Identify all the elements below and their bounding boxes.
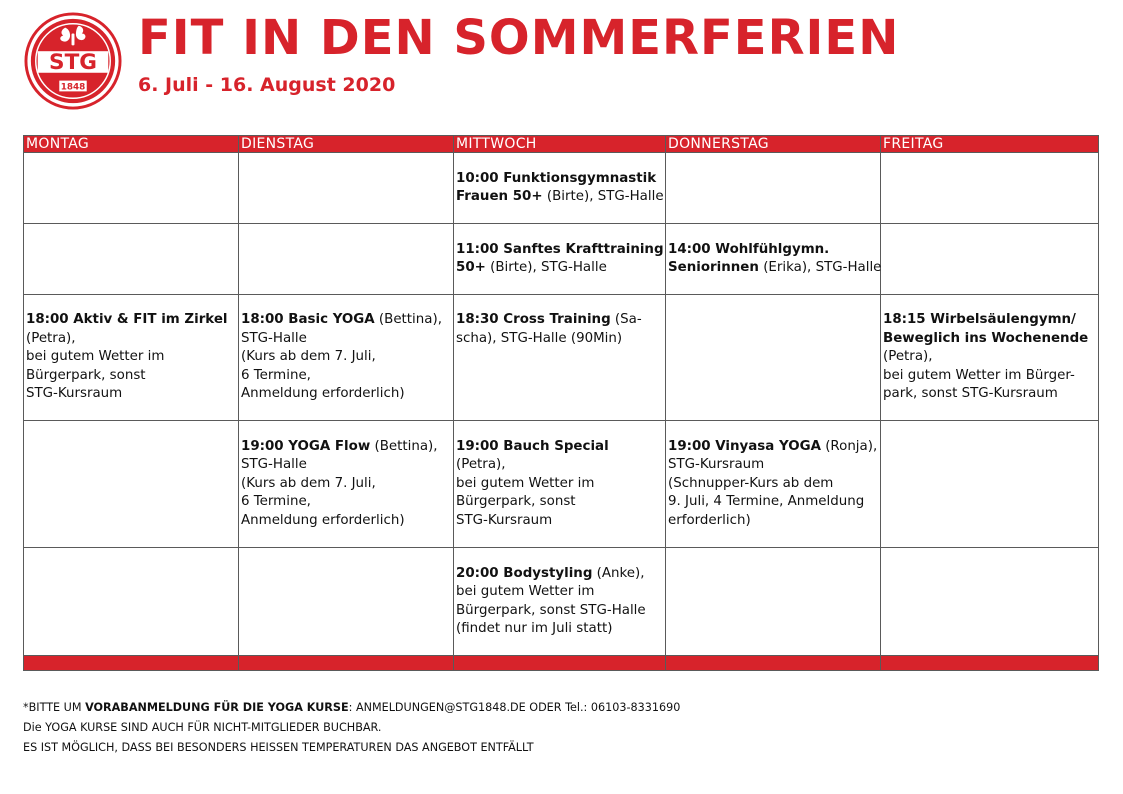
course-title: 11:00 Sanftes Krafttraining [456, 241, 664, 257]
schedule-cell [239, 421, 454, 548]
course-line [241, 330, 451, 349]
course-detail: (Anke), [592, 565, 645, 581]
course-detail: Bürgerpark, sonst [26, 367, 146, 383]
course-detail: 6 Termine, [241, 367, 311, 383]
day-header-wednesday: MITTWOCH [454, 136, 666, 153]
schedule-cell [24, 224, 239, 295]
schedule-row [24, 224, 1099, 295]
course-line [241, 311, 451, 330]
day-header-thursday: DONNERSTAG [666, 136, 881, 153]
course-line [26, 367, 236, 386]
weekday-header-row [24, 136, 1099, 153]
course-entry [241, 438, 451, 531]
day-header-tuesday: DIENSTAG [239, 136, 454, 153]
schedule-row [24, 421, 1099, 548]
schedule-cell [881, 548, 1099, 656]
course-detail: (Ronja), [820, 438, 878, 454]
course-detail: (Petra), [883, 349, 933, 365]
page-title: FIT IN DEN SOMMERFERIEN [138, 10, 900, 66]
course-line [883, 330, 1096, 349]
schedule-cell [881, 295, 1099, 421]
course-line [456, 241, 663, 260]
course-detail: 6 Termine, [241, 494, 311, 510]
schedule-row [24, 295, 1099, 421]
course-detail: STG-Halle [241, 330, 307, 346]
course-entry [456, 565, 663, 639]
course-detail: erforderlich) [668, 512, 751, 528]
course-title: Beweglich ins Wochenende [883, 330, 1089, 346]
schedule-table [23, 135, 1099, 671]
course-title: 18:00 Basic YOGA [241, 312, 375, 328]
course-detail: (Kurs ab dem 7. Juli, [241, 475, 376, 491]
course-title: 10:00 Funktionsgymnastik [456, 170, 657, 186]
course-line [26, 311, 236, 330]
course-title: 20:00 Bodystyling [456, 565, 593, 581]
schedule-cell [239, 548, 454, 656]
course-detail: (Bettina), [374, 312, 442, 328]
logo-year: 1848 [60, 82, 86, 93]
schedule-cell [454, 224, 666, 295]
schedule-cell [881, 224, 1099, 295]
course-entry [456, 311, 663, 348]
course-line [668, 475, 878, 494]
schedule-cell [666, 548, 881, 656]
schedule-cell [666, 224, 881, 295]
course-entry [456, 170, 663, 207]
course-line [456, 512, 663, 531]
course-line [456, 170, 663, 189]
course-line [456, 330, 663, 349]
course-detail: STG-Kursraum [26, 386, 123, 402]
course-line [883, 348, 1096, 367]
schedule-cell [881, 421, 1099, 548]
table-footer-bar [24, 656, 1099, 671]
course-entry [456, 438, 663, 531]
footer-bar-cell [239, 656, 454, 671]
schedule-cell [454, 421, 666, 548]
footnote-contact: : ANMELDUNGEN@STG1848.DE ODER Tel.: 06103-8331690 [348, 701, 681, 714]
course-detail: (findet nur im Juli statt) [456, 621, 613, 636]
course-detail: STG-Halle [241, 457, 307, 473]
course-line [26, 385, 236, 404]
schedule-cell [454, 153, 666, 224]
course-detail: (Birte), STG-Halle [485, 260, 607, 275]
course-line [241, 367, 451, 386]
course-detail: 9. Juli, 4 Termine, Anmeldung [668, 494, 865, 510]
course-title: 18:00 Aktiv & FIT im Zirkel [26, 312, 228, 328]
course-detail: (Bettina), [370, 438, 438, 454]
course-detail: (Kurs ab dem 7. Juli, [241, 349, 376, 365]
course-line [456, 259, 663, 278]
footnote-registration [23, 698, 680, 718]
course-line [456, 602, 663, 621]
course-line [883, 367, 1096, 386]
course-title: 19:00 Vinyasa YOGA [668, 438, 821, 454]
schedule-cell [454, 548, 666, 656]
course-line [241, 493, 451, 512]
course-line [668, 456, 878, 475]
schedule-cell [881, 153, 1099, 224]
course-detail: bei gutem Wetter im Bürger- [883, 367, 1075, 383]
footnote-non-members: Die YOGA KURSE SIND AUCH FÜR NICHT-MITGLIEDER BUCHBAR. [23, 721, 382, 734]
schedule-cell [24, 295, 239, 421]
course-title: 18:15 Wirbelsäulengymn/ [883, 312, 1076, 328]
course-title: 19:00 Bauch Special [456, 438, 609, 454]
footer-bar-cell [24, 656, 239, 671]
course-line [456, 311, 663, 330]
course-entry [456, 241, 663, 278]
schedule-cell [454, 295, 666, 421]
course-line [241, 385, 451, 404]
course-detail: (Erika), STG-Halle [758, 260, 882, 275]
course-detail: (Petra), [456, 457, 506, 473]
schedule-cell [666, 153, 881, 224]
schedule-cell [239, 153, 454, 224]
day-header-monday: MONTAG [24, 136, 239, 153]
course-detail: Anmeldung erforderlich) [241, 386, 405, 402]
course-entry [668, 438, 878, 531]
schedule-cell [666, 421, 881, 548]
schedule-cell [239, 295, 454, 421]
footer-bar-cell [666, 656, 881, 671]
schedule-cell [24, 153, 239, 224]
course-line [456, 188, 663, 207]
date-range-subtitle: 6. Juli - 16. August 2020 [138, 74, 396, 96]
course-line [26, 330, 236, 349]
course-detail: (Petra), [26, 330, 76, 346]
schedule-cell [24, 421, 239, 548]
footer-bar-cell [454, 656, 666, 671]
course-detail: (Schnupper-Kurs ab dem [668, 475, 834, 491]
course-line [456, 456, 663, 475]
course-line [668, 241, 878, 260]
schedule-row [24, 548, 1099, 656]
course-line [241, 348, 451, 367]
course-detail: STG-Kursraum [668, 457, 765, 473]
footnote-heat-warning: ES IST MÖGLICH, DASS BEI BESONDERS HEISSEN TEMPERATUREN DAS ANGEBOT ENTFÄLLT [23, 741, 534, 754]
course-detail: STG-Kursraum [456, 512, 553, 528]
course-detail: bei gutem Wetter im [26, 349, 165, 365]
schedule-cell [24, 548, 239, 656]
course-line [456, 620, 663, 639]
schedule-row [24, 153, 1099, 224]
course-line [668, 493, 878, 512]
course-detail: scha), STG-Halle (90Min) [456, 330, 623, 346]
course-entry [241, 311, 451, 404]
day-header-friday: FREITAG [881, 136, 1099, 153]
course-detail: bei gutem Wetter im [456, 475, 595, 491]
course-entry [26, 311, 236, 404]
footnote-emphasis: VORABANMELDUNG FÜR DIE YOGA KURSE [85, 701, 349, 714]
course-line [241, 512, 451, 531]
stg-logo [24, 12, 122, 110]
course-title: Seniorinnen [668, 260, 759, 275]
course-title: 19:00 YOGA Flow [241, 438, 371, 454]
schedule-cell [239, 224, 454, 295]
course-title: 50+ [456, 260, 486, 275]
course-line [241, 438, 451, 457]
course-line [456, 475, 663, 494]
course-detail: Bürgerpark, sonst [456, 494, 576, 510]
course-line [668, 259, 882, 278]
course-entry [883, 311, 1096, 404]
course-line [668, 438, 878, 457]
course-line [883, 311, 1096, 330]
course-title: 14:00 Wohlfühlgymn. [668, 241, 830, 257]
course-detail: (Birte), STG-Halle [542, 189, 664, 204]
footnote-text: *BITTE UM [23, 701, 86, 714]
logo-text: STG [49, 49, 97, 75]
course-line [456, 438, 663, 457]
course-detail: park, sonst STG-Kursraum [883, 386, 1058, 402]
course-line [668, 512, 878, 531]
course-line [456, 493, 663, 512]
schedule-cell [666, 295, 881, 421]
course-line [241, 475, 451, 494]
course-detail: Anmeldung erforderlich) [241, 512, 405, 528]
course-title: Frauen 50+ [456, 189, 543, 204]
course-title: 18:30 Cross Training [456, 312, 611, 327]
course-line [26, 348, 236, 367]
course-detail: (Sa- [610, 312, 642, 327]
course-line [456, 565, 663, 584]
course-line [456, 583, 663, 602]
course-detail: Bürgerpark, sonst STG-Halle [456, 602, 646, 618]
course-entry [668, 241, 882, 278]
footer-bar-cell [881, 656, 1099, 671]
course-detail: bei gutem Wetter im [456, 584, 595, 599]
footnotes [23, 698, 680, 758]
course-line [241, 456, 451, 475]
course-line [883, 385, 1096, 404]
